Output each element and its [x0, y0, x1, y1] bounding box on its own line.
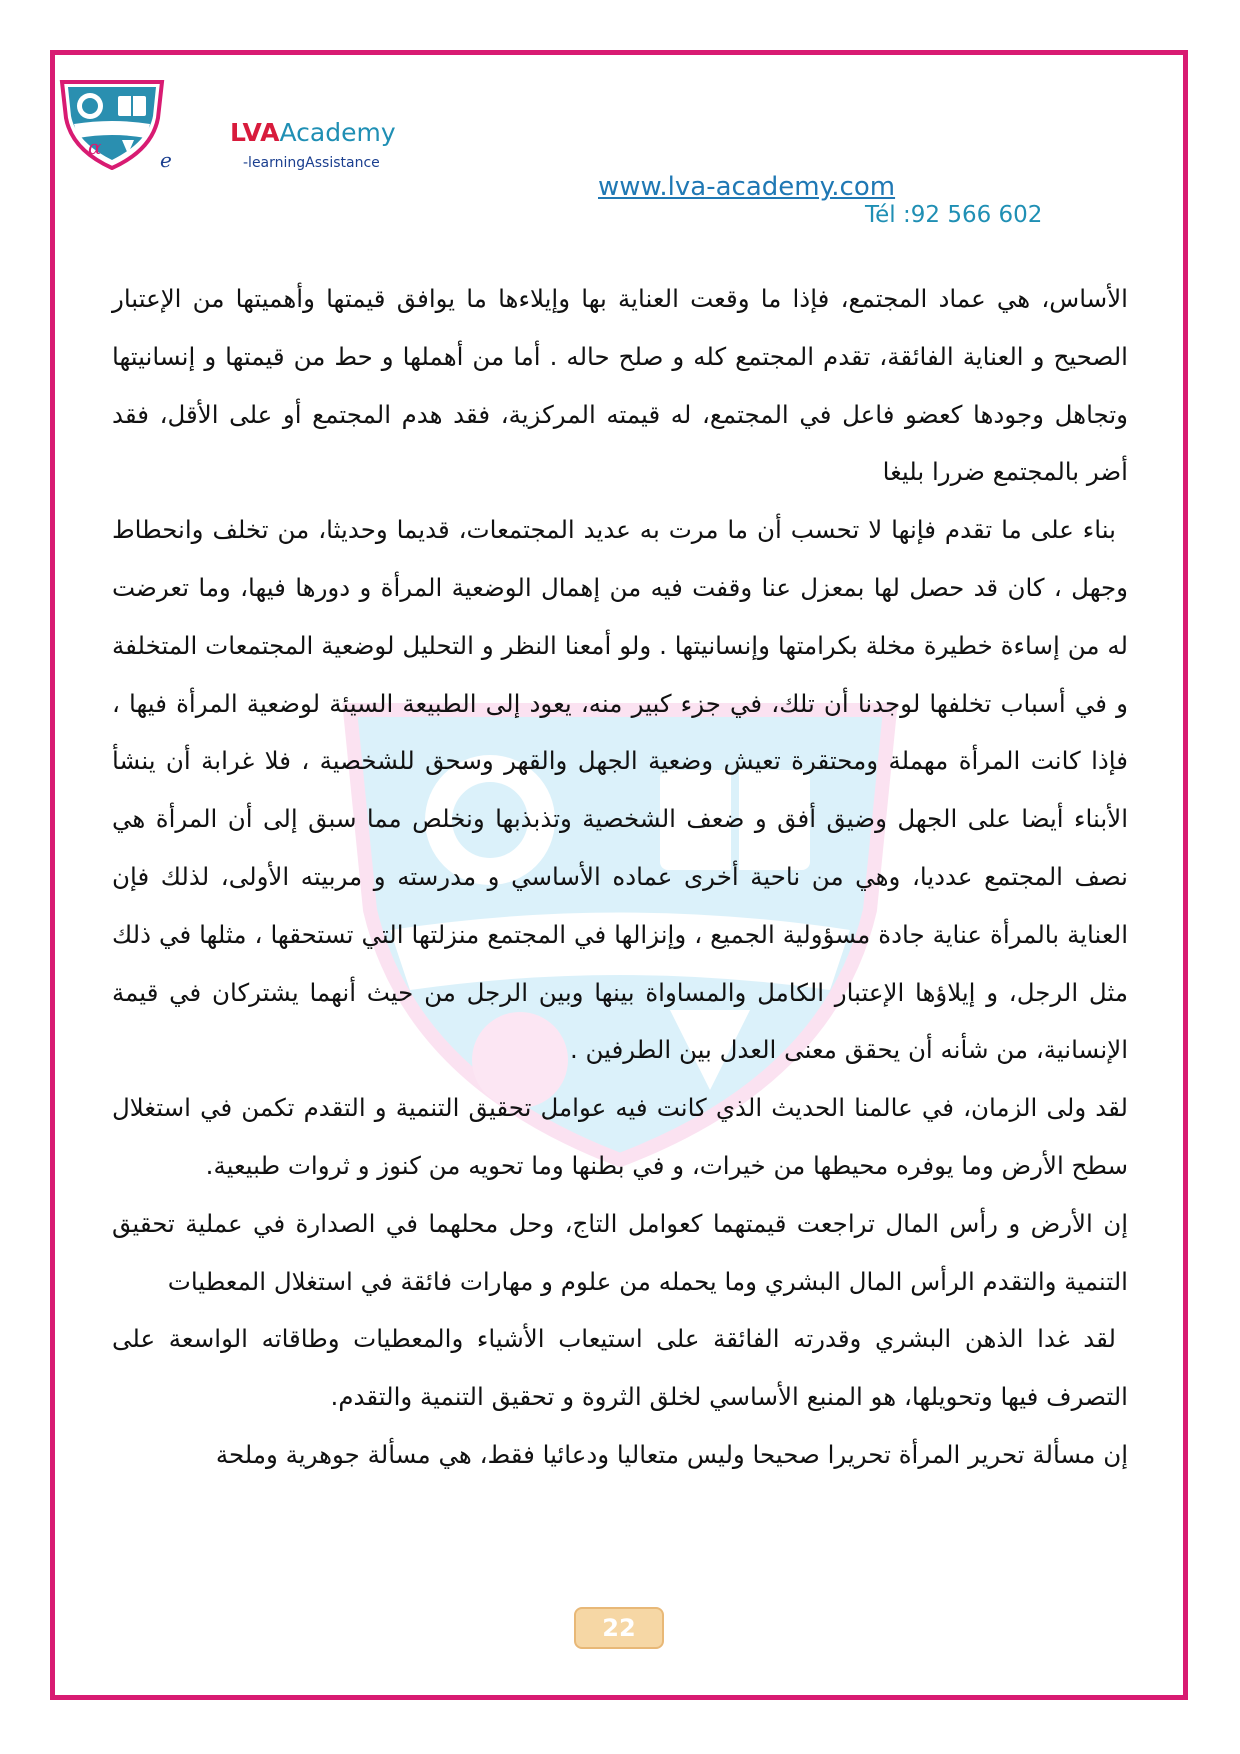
brand-lva: LVA [230, 118, 280, 147]
phone-number: Tél :92 566 602 [865, 202, 1043, 228]
paragraph-5: لقد غدا الذهن البشري وقدرته الفائقة على استيعاب الأشياء والمعطيات وطاقاته الواسعة على التصرف فيها وتحويلها، هو المنبع الأساسي لخلق الثروة و تحقيق التنمية والتقدم. [112, 1324, 1128, 1412]
brand-tagline: -learningAssistance [243, 155, 380, 171]
paragraph-1: الأساس، هي عماد المجتمع، فإذا ما وقعت العناية بها وإيلاءها ما يوافق قيمتها وأهميتها من الإعتبار الصحيح و العناية الفائقة، تقدم المجتمع كله و صلح حاله . أما من أهملها و حط من قيمتها و إنسانيتها وتجاهل وجودها كعضو فاعل في المجتمع، له قيمته المركزية، فقد هدم المجتمع أو على الأقل، فقد أضر بالمجتمع ضررا بليغا [112, 284, 1128, 487]
brand-name [230, 120, 396, 145]
brand-academy: Academy [279, 118, 396, 147]
logo-e-mark: e [160, 148, 172, 172]
paragraph-4: إن الأرض و رأس المال تراجعت قيمتهما كعوامل التاج، وحل محلهما في الصدارة في عملية تحقيق التنمية والتقدم الرأس المال البشري وما يحمله من علوم و مهارات فائقة في استغلال المعطيات [112, 1208, 1128, 1296]
website-link[interactable]: www.lva-academy.com [598, 172, 896, 202]
paragraph-6: إن مسألة تحرير المرأة تحريرا صحيحا وليس متعاليا ودعائيا فقط، هي مسألة جوهرية وملحة [215, 1439, 1128, 1469]
paragraph-3: لقد ولى الزمان، في عالمنا الحديث الذي كانت فيه عوامل تحقيق التنمية و التقدم تكمن في استغلال سطح الأرض وما يوفره محيطها من خيرات، و في بطنها وما تحويه من كنوز و ثروات طبيعية. [112, 1093, 1128, 1180]
paragraph-2: بناء على ما تقدم فإنها لا تحسب أن ما مرت به عديد المجتمعات، قديما وحديثا، من تخلف وانحطاط وجهل ، كان قد حصل لها بمعزل عنا وقفت فيه من إهمال الوضعية المرأة و دورها فيها، وما تعرضت له من إساءة خطيرة مخلة بكرامتها وإنسانيتها . ولو أمعنا النظر و التحليل لوضعية المجتمعات المتخلفة و في أسباب تخلفها لوجدنا أن تلك، في جزء كبير منه، يعود إلى الطبيعة السيئة لوضعية المرأة فيها ، فإذا كانت المرأة مهملة ومحتقرة تعيش وضعية الجهل والقهر وسحق للشخصية ، فلا غرابة أن ينشأ الأبناء أيضا على الجهل وضيق أفق و ضعف الشخصية وتذبذبها ونخلص مما سبق إلى أن المرأة هي نصف المجتمع عدديا، وهي من ناحية أخرى عماده الأساسي و مدرسته و مربيته الأولى، لذلك فإن العناية بالمرأة عناية جادة مسؤولية الجميع ، وإنزالها في المجتمع منزلتها التي تستحقها ، مثلها في ذلك مثل الرجل، و إيلاؤها الإعتبار الكامل والمساواة بينها وبين الرجل من حيث أنهما يشتركان في قيمة الإنسانية، من شأنه أن يحقق معنى العدل بين الطرفين . [112, 515, 1128, 1065]
article-body [112, 270, 1128, 1484]
svg-text:α: α [88, 135, 102, 159]
academy-logo-icon [58, 78, 166, 170]
page-number-badge: 22 [574, 1607, 664, 1649]
